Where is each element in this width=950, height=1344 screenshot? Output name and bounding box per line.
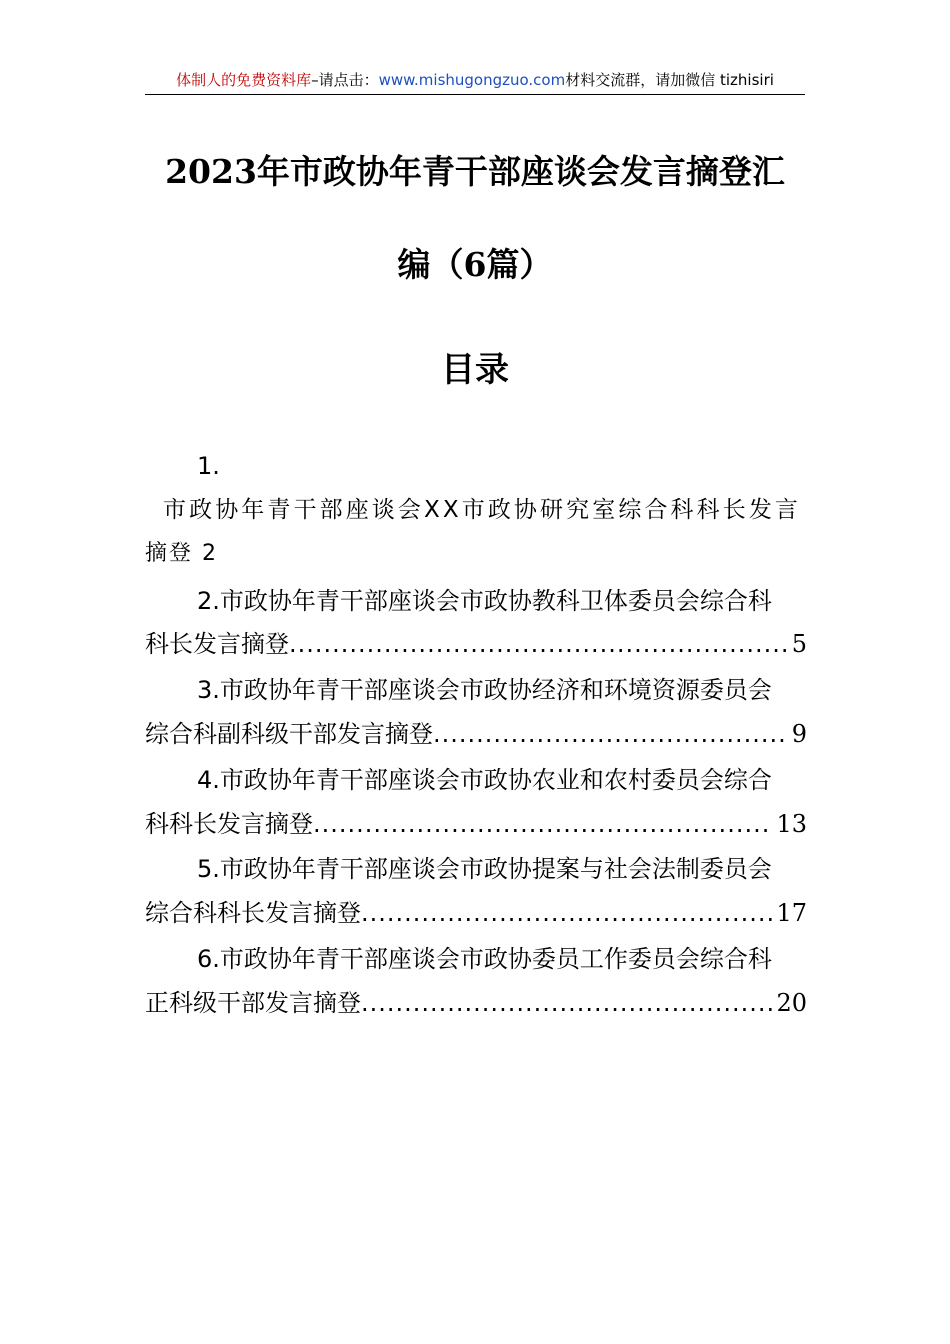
- toc-entry-6-page: 20: [776, 989, 807, 1017]
- toc-entry-4-title[interactable]: 4.市政协年青干部座谈会市政协农业和农村委员会综合: [197, 766, 772, 794]
- header-url-link[interactable]: www.mishugongzuo.com: [378, 71, 566, 89]
- toc-entry-2-page: 5: [791, 630, 807, 658]
- toc-entry-6-tail[interactable]: [145, 985, 807, 1021]
- toc-entry-1-number[interactable]: 1.: [197, 452, 220, 480]
- toc-entry-3-tail[interactable]: [145, 716, 807, 752]
- toc-entry-3-page: 9: [791, 720, 807, 748]
- toc-entry-4-title-cont: 科科长发言摘登: [145, 810, 313, 838]
- header-brand[interactable]: 体制人的免费资料库: [176, 71, 312, 89]
- toc-entry-6-title-cont: 正科级干部发言摘登: [145, 989, 361, 1017]
- toc-entry-4-leader: [313, 806, 772, 842]
- toc-entry-2-tail[interactable]: [145, 626, 807, 662]
- toc-entry-6-leader: [361, 985, 772, 1021]
- toc-entry-5-title-cont: 综合科科长发言摘登: [145, 899, 361, 927]
- toc-entry-1-title-cont: 摘登: [145, 541, 194, 566]
- toc-entry-1-title[interactable]: 市政协年青干部座谈会XX市政协研究室综合科科长发言: [163, 497, 802, 523]
- toc-entry-2-leader: [289, 626, 788, 662]
- toc-entry-6-title[interactable]: 6.市政协年青干部座谈会市政协委员工作委员会综合科: [197, 945, 772, 973]
- toc-entry-5-leader: [361, 895, 772, 931]
- header-prompt: –请点击：: [311, 71, 379, 89]
- toc-entry-5-page: 17: [776, 899, 807, 927]
- toc-entry-1-tail[interactable]: [145, 536, 218, 572]
- toc-heading: 目录: [441, 350, 509, 390]
- toc-entry-3-leader: [433, 716, 788, 752]
- toc-entry-5-tail[interactable]: [145, 895, 807, 931]
- toc-entry-4-page: 13: [776, 810, 807, 838]
- page-header: [145, 68, 805, 95]
- toc-entry-2-title[interactable]: 2.市政协年青干部座谈会市政协教科卫体委员会综合科: [197, 587, 772, 615]
- toc-entry-2-title-cont: 科长发言摘登: [145, 630, 289, 658]
- toc-entry-1-page: 2: [202, 541, 219, 566]
- toc-entry-5-title[interactable]: 5.市政协年青干部座谈会市政协提案与社会法制委员会: [197, 855, 772, 883]
- header-note: 材料交流群，请加微信 tizhisiri: [565, 71, 774, 89]
- document-title-line-2: 编（6篇）: [397, 245, 553, 284]
- document-title-line-1: 2023年市政协年青干部座谈会发言摘登汇: [165, 152, 785, 191]
- toc-entry-4-tail[interactable]: [145, 806, 807, 842]
- toc-entry-3-title[interactable]: 3.市政协年青干部座谈会市政协经济和环境资源委员会: [197, 676, 772, 704]
- toc-entry-3-title-cont: 综合科副科级干部发言摘登: [145, 720, 433, 748]
